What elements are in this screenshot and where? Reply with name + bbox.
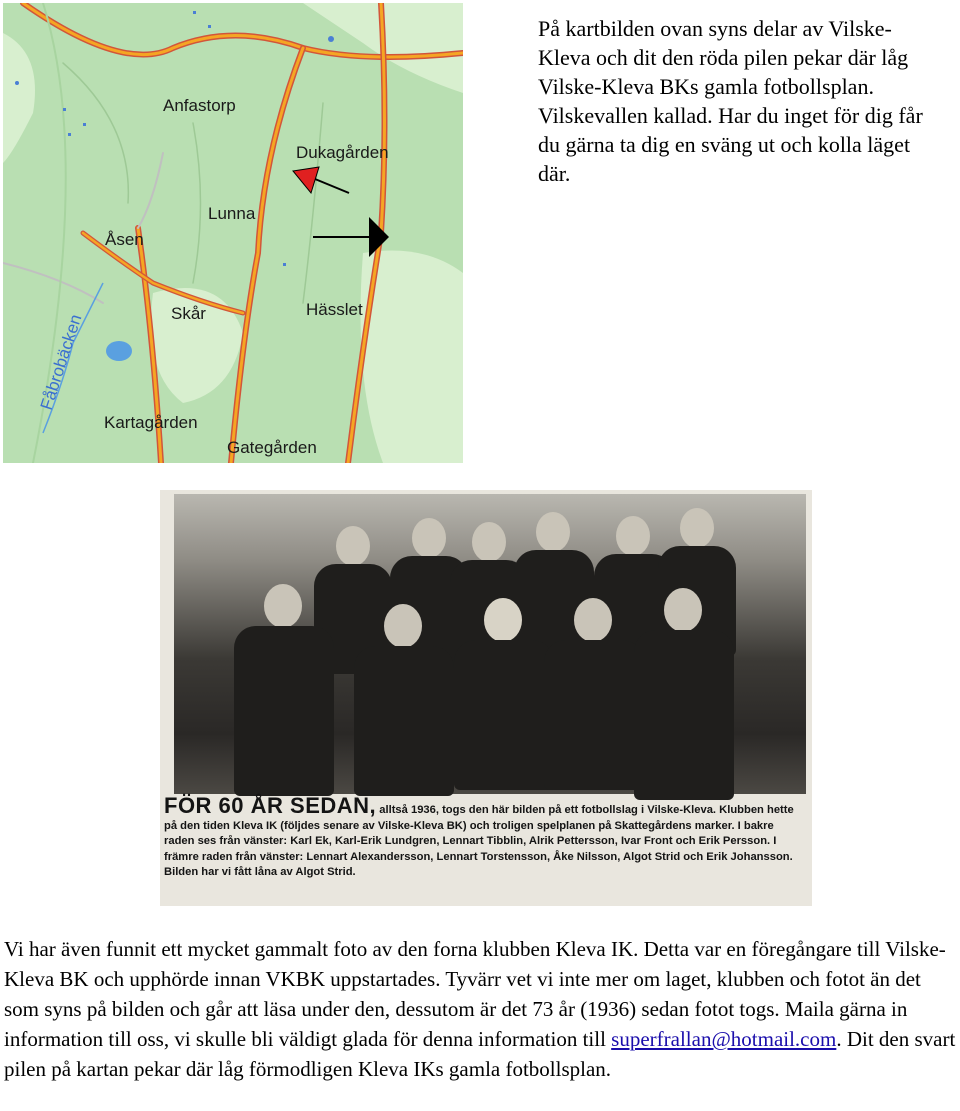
map-label-dukagarden: Dukagården [296,143,389,162]
map-label-fabrobacken: Fåbrobäcken [36,311,86,413]
map-lake [106,341,132,361]
bottom-text-main: Vi har även funnit ett mycket gammalt foto av den forna klubben Kleva IK. Detta var en föregångare till Vilske-Kleva BK och upphörde innan VKBK uppstartades. Tyvärr vet vi inte mer om laget, klubben och fotot än det som syns på bilden och går att läsa under den, dessutom är det 73 år (1936) sedan fotot togs. Maila gärna in information till oss, vi skulle bli väldigt glada för denna information till [4,937,946,1051]
map-image [3,3,463,463]
map-label-kartagarden: Kartagården [104,413,198,432]
map-label-anfastorp: Anfastorp [163,96,236,115]
team-photo [174,494,806,794]
map-label-gategarden: Gategården [227,438,317,457]
clipping-caption [164,793,804,881]
map-label-lunna: Lunna [208,204,256,223]
map-label-hasslet: Hässlet [306,300,363,319]
map-caption: På kartbilden ovan syns delar av Vilske-Kleva och dit den röda pilen pekar där låg Vilske-Kleva BKs gamla fotbollsplan. Vilskevallen kallad. Har du inget för dig får du gärna ta dig en sväng ut och kolla läget där. [538,16,923,186]
bottom-paragraph [4,934,960,1084]
clipping-text: alltså 1936, togs den här bilden på ett fotbollslag i Vilske-Kleva. Klubben hette på den tiden Kleva IK (följdes senare av Vilske-Kleva BK) och troligen spelplanen på Skattegårdens marker. I bakre raden ses från vänster: Karl Ek, Karl-Erik Lundgren, Lennart Tibblin, Alrik Pettersson, Ivar Front och Erik Persson. I främre raden från vänster: Lennart Alexandersson, Lennart Torstensson, Åke Nilsson, Algot Strid och Erik Johansson. Bilden har vi fått låna av Algot Strid. [164,804,794,878]
map-label-asen: Åsen [105,230,144,249]
newspaper-clipping [160,490,812,906]
map-label-skar: Skår [171,304,206,323]
clipping-heading: FÖR 60 ÅR SEDAN, [164,793,377,818]
email-link[interactable]: superfrallan@hotmail.com [611,1027,837,1051]
map-svg [3,3,463,463]
bottom-text-end: . Dit den svart pilen på kartan pekar där låg förmodligen Kleva IKs gamla fotbollsplan. [4,1027,956,1081]
